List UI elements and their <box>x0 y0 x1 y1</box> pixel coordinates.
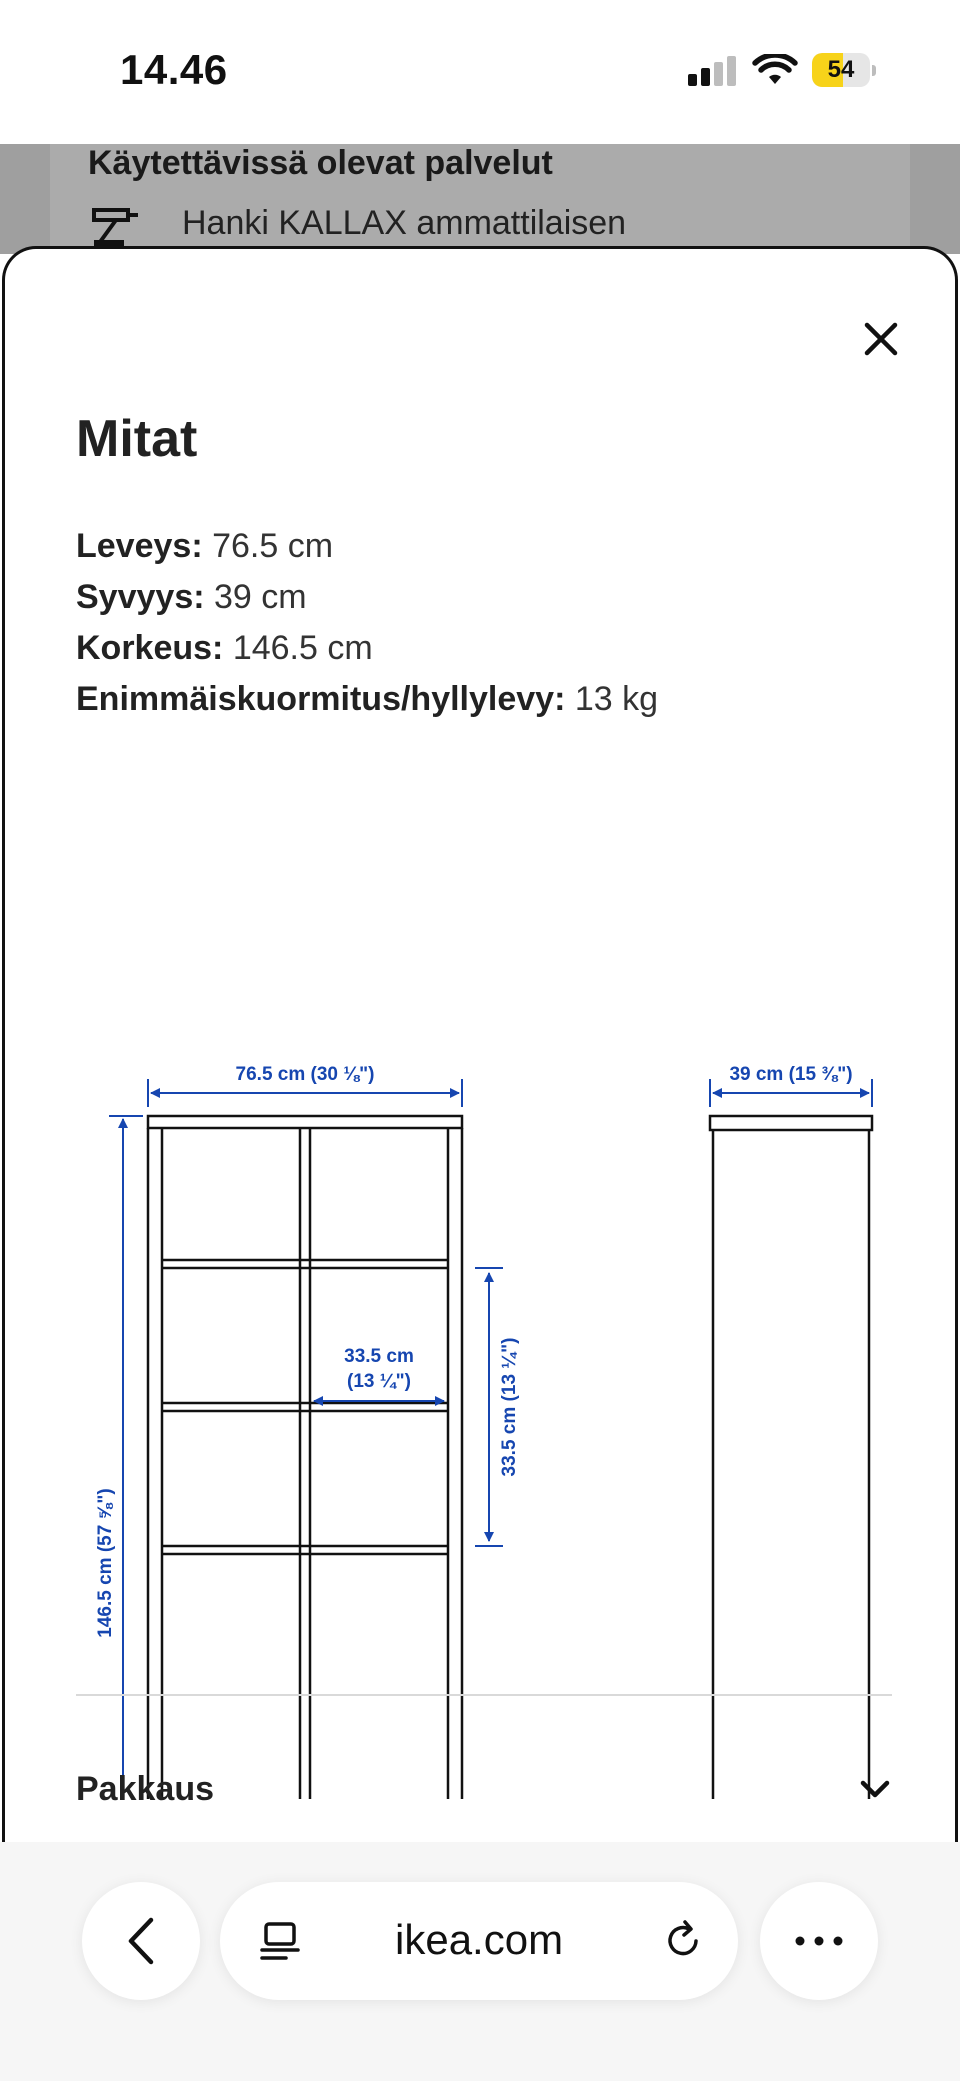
dimension-value: 39 cm <box>214 578 307 616</box>
dimension-row <box>76 674 658 725</box>
dimension-value: 13 kg <box>574 680 659 718</box>
dimension-row <box>76 521 658 572</box>
background-page-overlay <box>0 144 960 254</box>
close-icon <box>864 322 898 356</box>
chevron-down-icon <box>858 1778 892 1800</box>
shelf-side-view <box>710 1116 872 1799</box>
dimension-row <box>76 623 658 674</box>
url-text: ikea.com <box>395 1916 564 1963</box>
close-button[interactable] <box>845 303 917 375</box>
dimension-row <box>76 572 658 623</box>
dimension-value: 76.5 cm <box>212 527 334 565</box>
service-text: Hanki KALLAX ammattilaisen <box>182 204 627 242</box>
more-button[interactable] <box>760 1882 878 2000</box>
shelf-front-view <box>148 1116 462 1799</box>
wifi-icon <box>752 54 798 88</box>
height-label: 146.5 cm (57 ⅝") <box>95 1488 116 1638</box>
battery-icon <box>812 53 876 87</box>
more-icon <box>794 1935 844 1947</box>
cellular-signal-icon <box>688 56 738 86</box>
dimension-label: Korkeus: <box>76 629 224 667</box>
battery-level: 54 <box>827 56 855 83</box>
dimensions-list <box>76 521 658 725</box>
browser-toolbar <box>0 1842 960 2081</box>
status-time: 14.46 <box>120 46 228 93</box>
dimension-label: Leveys: <box>76 527 203 565</box>
depth-label: 39 cm (15 ⅜") <box>729 1064 853 1085</box>
sheet-title: Mitat <box>76 410 198 468</box>
packaging-section-toggle[interactable] <box>76 1749 892 1829</box>
back-button[interactable] <box>82 1882 200 2000</box>
dimension-label: Syvyys: <box>76 578 205 616</box>
width-label: 76.5 cm (30 ⅛") <box>235 1064 375 1085</box>
dimensions-sheet <box>2 246 958 1846</box>
services-section-title: Käytettävissä olevat palvelut <box>88 144 553 182</box>
address-bar[interactable] <box>220 1882 738 2000</box>
cell-width-label-imperial: (13 ¼") <box>347 1371 411 1392</box>
dimension-label: Enimmäiskuormitus/hyllylevy: <box>76 680 566 718</box>
status-bar <box>0 0 960 144</box>
reload-icon[interactable] <box>660 1918 706 1964</box>
dimension-value: 146.5 cm <box>232 629 373 667</box>
dimension-diagram <box>5 839 958 1799</box>
tabs-icon <box>258 1920 302 1964</box>
cell-width-label: 33.5 cm <box>344 1346 414 1367</box>
packaging-section-label: Pakkaus <box>76 1769 214 1808</box>
chevron-left-icon <box>126 1916 156 1966</box>
section-divider <box>76 1694 892 1696</box>
cell-height-label: 33.5 cm (13 ¼") <box>499 1337 520 1477</box>
